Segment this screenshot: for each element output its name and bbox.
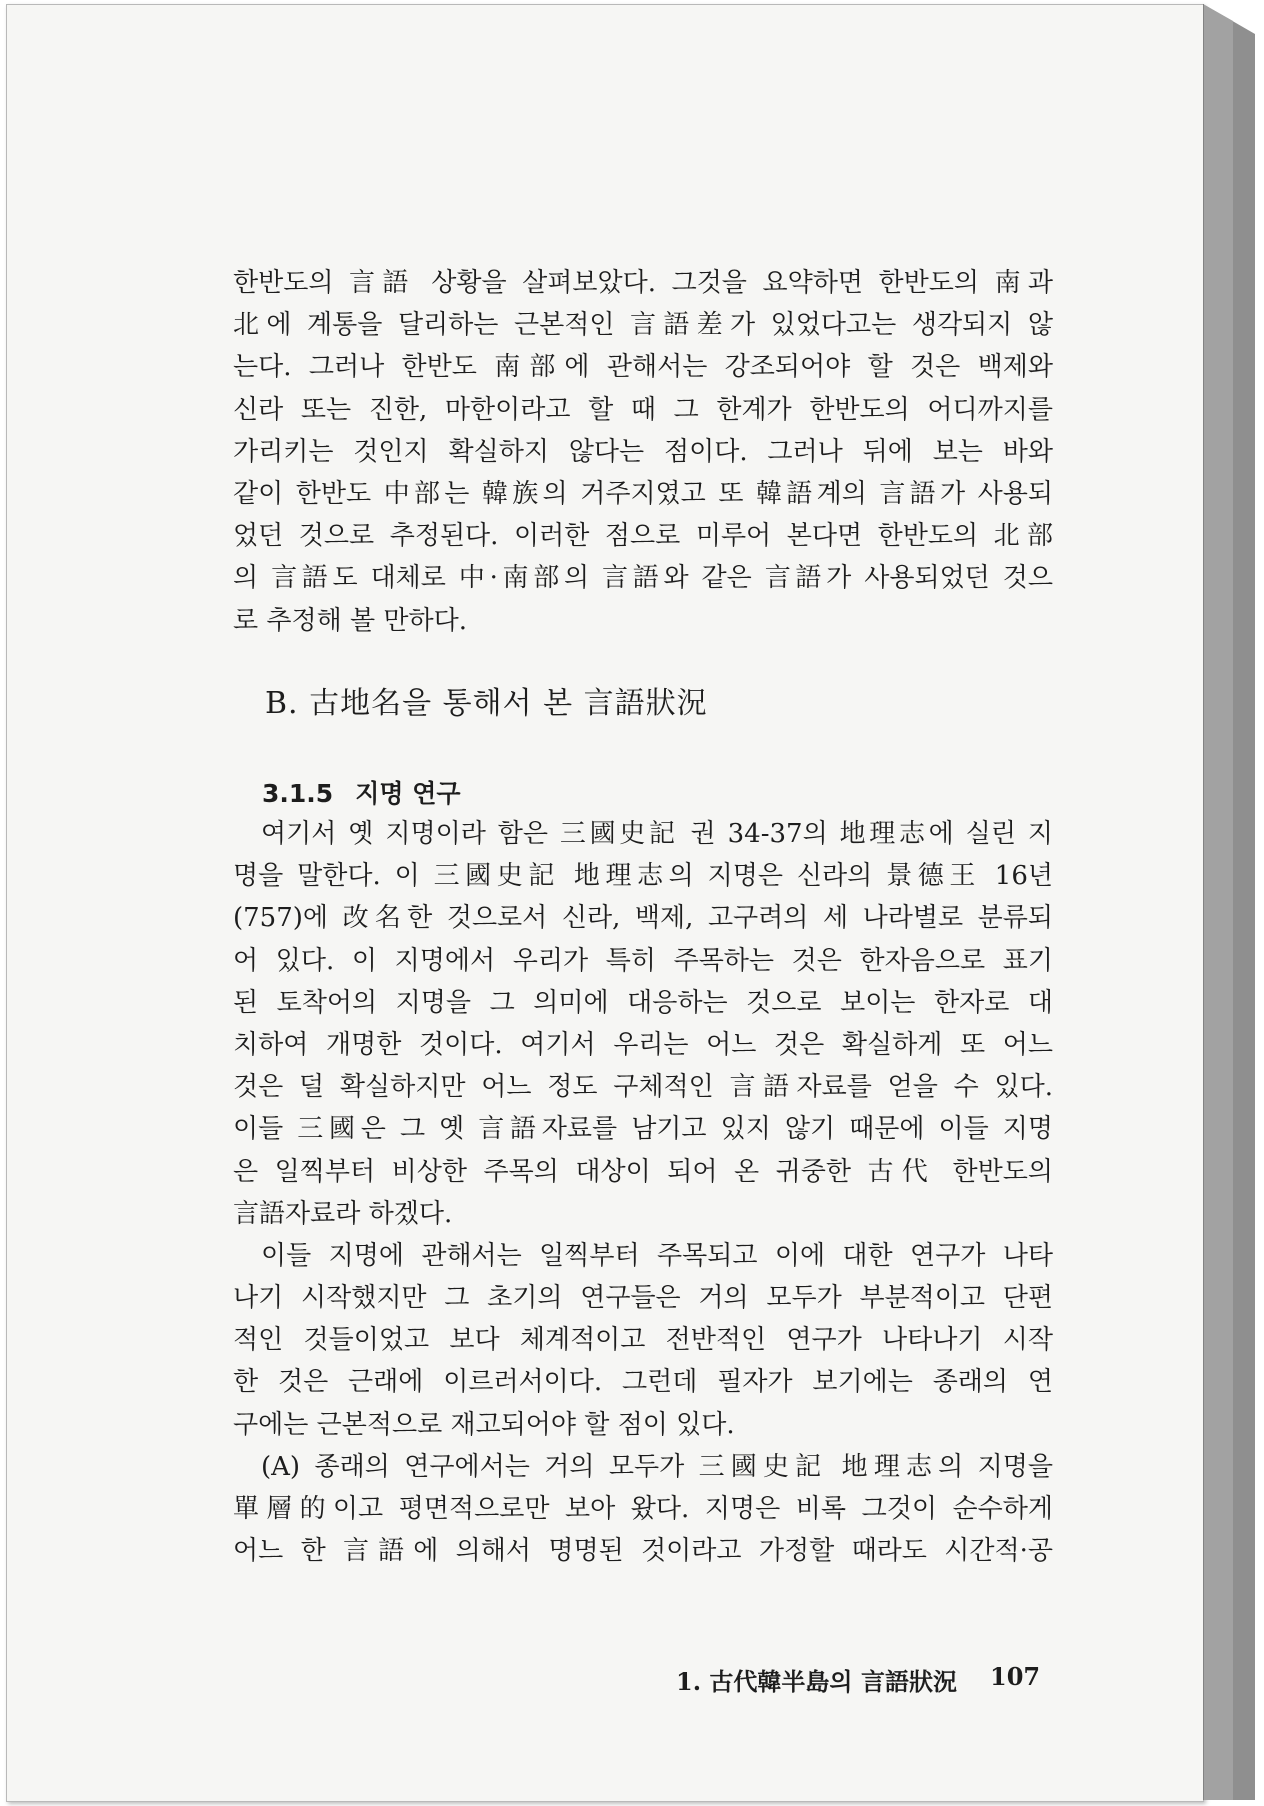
subsection-title: B. 古地名을 통해서 본 言語狀況 [265,686,708,721]
text-line: (757)에 改名한 것으로서 신라, 백제, 고구려의 세 나라별로 분류되 [233,903,1053,934]
text-line: 는다. 그러나 한반도 南部에 관해서는 강조되어야 할 것은 백제와 [233,352,1053,383]
text-line: 같이 한반도 中部는 韓族의 거주지였고 또 韓語계의 言語가 사용되 [233,478,1053,509]
text-line: 이들 三國은 그 옛 言語자료를 남기고 있지 않기 때문에 이들 지명 [233,1114,1053,1145]
text-line: 었던 것으로 추정된다. 이러한 점으로 미루어 본다면 한반도의 北部 [233,521,1053,552]
page-stack-edge [1203,4,1255,1800]
text-line: 것은 덜 확실하지만 어느 정도 구체적인 言語자료를 얻을 수 있다. [233,1072,1053,1103]
page-number: 107 [990,1662,1041,1691]
text-line: 로 추정해 볼 만하다. [233,605,467,636]
text-line: 여기서 옛 지명이라 함은 三國史記 권 34-37의 地理志에 실린 지 [261,819,1053,849]
text-line: (A) 종래의 연구에서는 거의 모두가 三國史記 地理志의 지명을 [261,1451,1053,1482]
text-line: 된 토착어의 지명을 그 의미에 대응하는 것으로 보이는 한자로 대 [233,987,1053,1018]
text-line: 어 있다. 이 지명에서 우리가 특히 주목하는 것은 한자음으로 표기 [233,945,1053,976]
text-line: 北에 계통을 달리하는 근본적인 言語差가 있었다고는 생각되지 않 [233,310,1053,341]
text-line: 가리키는 것인지 확실하지 않다는 점이다. 그러나 뒤에 보는 바와 [233,436,1053,467]
text-line: 한 것은 근래에 이르러서이다. 그런데 필자가 보기에는 종래의 연 [233,1367,1053,1398]
text-line: 單層的이고 평면적으로만 보아 왔다. 지명은 비록 그것이 순수하게 [233,1494,1053,1524]
intro-paragraph [233,262,1053,642]
text-line: 한반도의 言語 상황을 살펴보았다. 그것을 요약하면 한반도의 南과 [233,268,1053,298]
text-line: 은 일찍부터 비상한 주목의 대상이 되어 온 귀중한 古代 한반도의 [233,1156,1053,1187]
body-paragraphs [233,813,1053,1572]
text-line: 이들 지명에 관해서는 일찍부터 주목되고 이에 대한 연구가 나타 [261,1240,1053,1271]
text-line: 신라 또는 진한, 마한이라고 할 때 그 한계가 한반도의 어디까지를 [233,394,1053,425]
text-line: 言語자료라 하겠다. [233,1198,453,1229]
section-heading [262,774,461,810]
text-line: 의 言語도 대체로 中·南部의 言語와 같은 言語가 사용되었던 것으 [233,563,1053,594]
running-footer: 1. 古代韓半島의 言語狀況 [676,1667,957,1696]
text-line: 치하여 개명한 것이다. 여기서 우리는 어느 것은 확실하게 또 어느 [233,1029,1053,1060]
text-line: 구에는 근본적으로 재고되어야 할 점이 있다. [233,1409,735,1440]
text-line: 적인 것들이었고 보다 체계적이고 전반적인 연구가 나타나기 시작 [233,1325,1053,1356]
text-line: 명을 말한다. 이 三國史記 地理志의 지명은 신라의 景德王 16년 [233,861,1053,892]
section-title: 지명 연구 [355,779,461,808]
text-line: 어느 한 言語에 의해서 명명된 것이라고 가정할 때라도 시간적·공 [233,1536,1053,1567]
text-line: 나기 시작했지만 그 초기의 연구들은 거의 모두가 부분적이고 단편 [233,1283,1053,1314]
section-number: 3.1.5 [262,779,334,808]
